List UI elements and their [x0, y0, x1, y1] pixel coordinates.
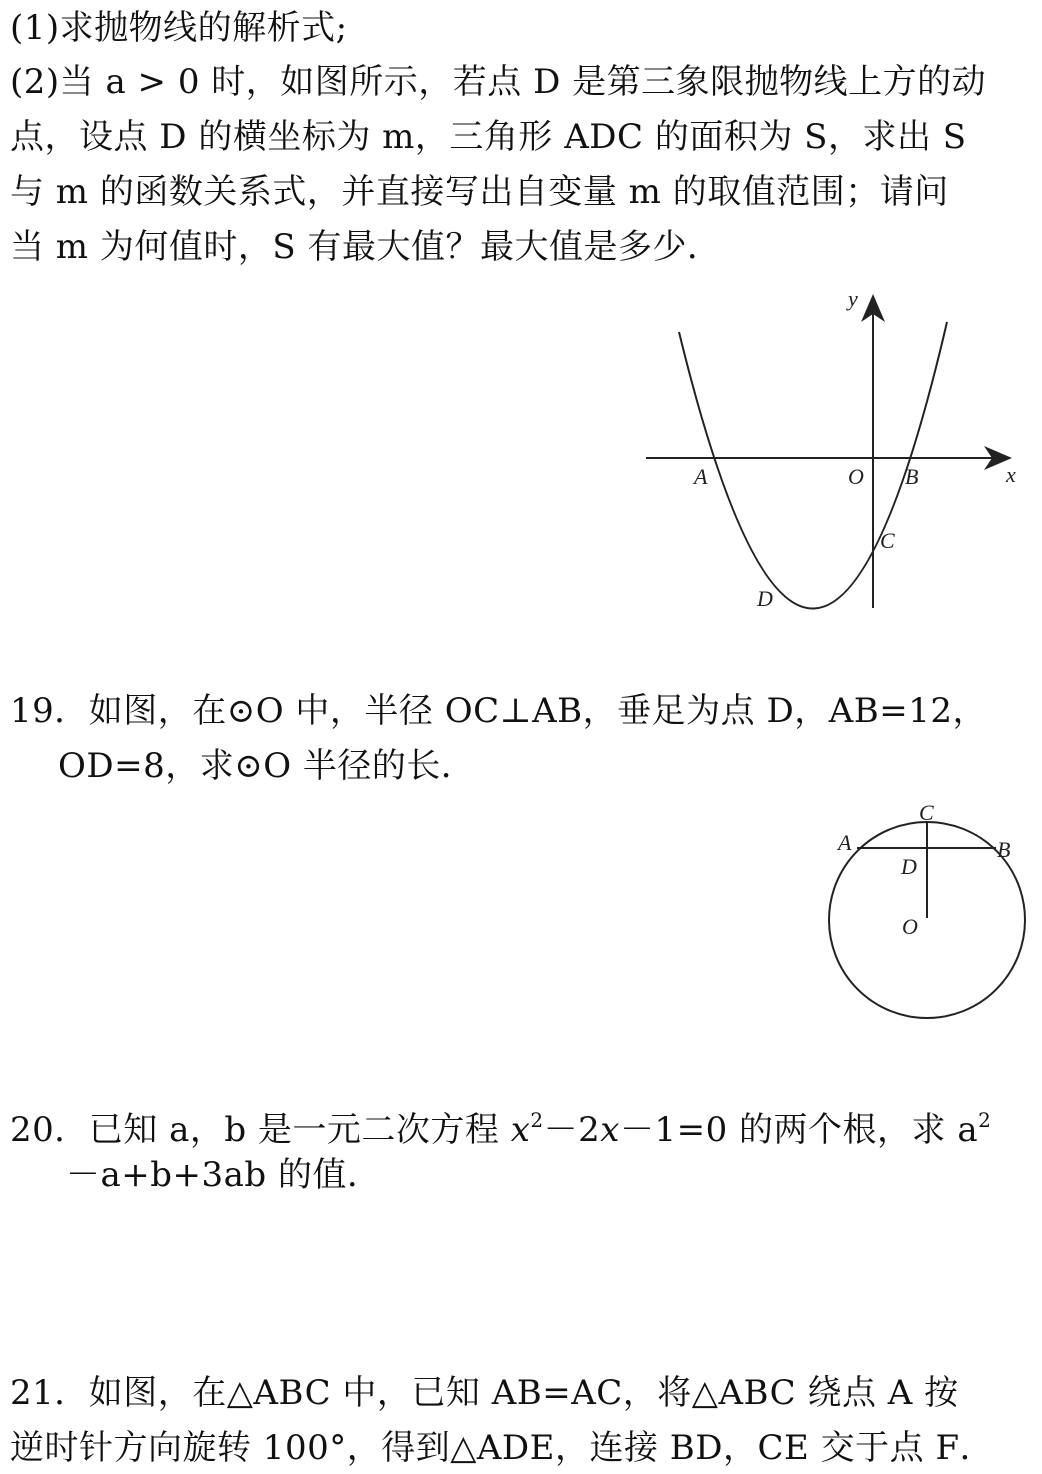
label-D: D — [901, 854, 917, 879]
var-x: x — [600, 1110, 620, 1150]
q18-part2-line3: 与 m 的函数关系式，并直接写出自变量 m 的取值范围；请问 — [10, 172, 949, 212]
label-D: D — [757, 586, 773, 611]
exponent: 2 — [978, 1108, 992, 1132]
label-y: y — [848, 286, 858, 311]
q19-line2: OD=8，求⊙O 半径的长． — [58, 746, 476, 786]
label-A: A — [838, 830, 852, 855]
q18-part2-line2: 点，设点 D 的横坐标为 m，三角形 ADC 的面积为 S，求出 S — [10, 117, 967, 157]
label-C: C — [880, 528, 895, 553]
exponent: 2 — [530, 1108, 544, 1132]
q18-part2-line1: (2)当 a > 0 时，如图所示，若点 D 是第三象限抛物线上方的动 — [10, 62, 987, 102]
q21-line1: 21．如图，在△ABC 中，已知 AB=AC，将△ABC 绕点 A 按 — [10, 1373, 959, 1413]
var-x: x — [510, 1110, 531, 1150]
label-A: A — [694, 464, 708, 489]
q20-tail: －1=0 的两个根，求 a — [619, 1110, 979, 1150]
label-C: C — [919, 800, 934, 825]
label-x: x — [1006, 462, 1016, 487]
q20-line1 — [10, 1100, 991, 1150]
q20-mid: －2 — [543, 1110, 601, 1150]
q18-part1: (1)求抛物线的解析式; — [10, 8, 348, 48]
q18-part2-line4: 当 m 为何值时，S 有最大值？最大值是多少． — [10, 227, 722, 267]
label-O: O — [848, 464, 864, 489]
label-B: B — [905, 464, 919, 489]
q21-line2: 逆时针方向旋转 100°，得到△ADE，连接 BD，CE 交于点 F． — [10, 1428, 995, 1468]
q20-line2: －a+b+3ab 的值． — [66, 1155, 382, 1195]
label-B: B — [997, 837, 1011, 862]
q19-line1: 19．如图，在⊙O 中，半径 OC⊥AB，垂足为点 D，AB=12， — [10, 691, 988, 731]
label-O: O — [902, 914, 918, 939]
q20-prefix: 20．已知 a，b 是一元二次方程 — [10, 1110, 511, 1150]
